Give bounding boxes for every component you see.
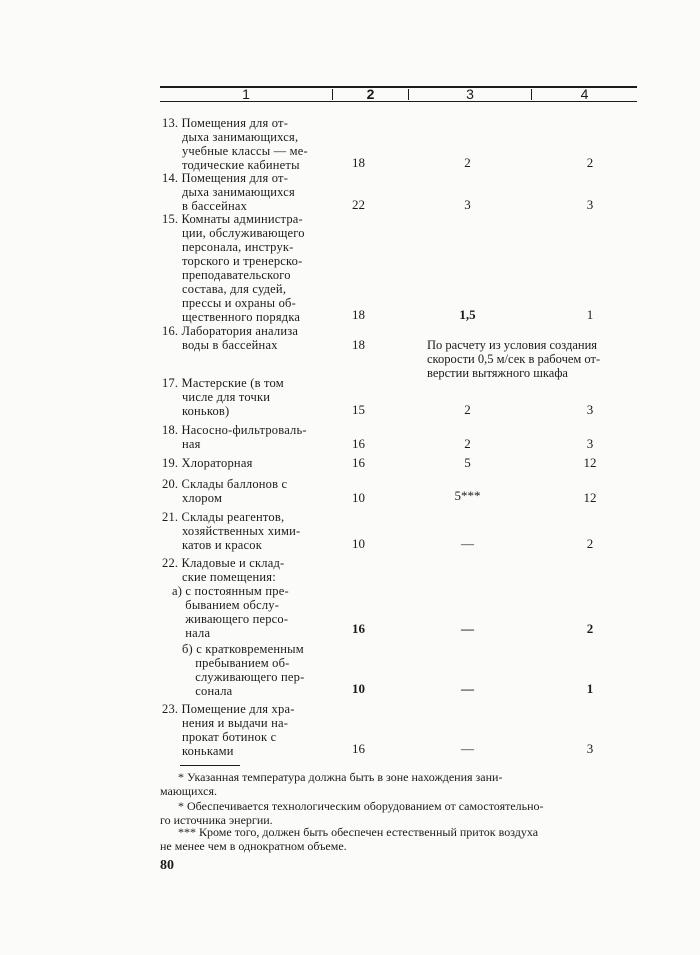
temperature-value: 18: [352, 155, 365, 170]
exhaust-rate-value: 2: [464, 155, 471, 170]
temperature-value: 15: [352, 402, 365, 417]
exhaust-rate-value: 2: [464, 402, 471, 417]
exhaust-rate-value: 2: [464, 436, 471, 451]
temperature-value: 16: [352, 741, 365, 756]
temperature-value: 16: [352, 621, 365, 636]
room-name: 17. Мастерские (в том числе для точки коньков): [162, 376, 284, 418]
temperature-value: 10: [352, 490, 365, 505]
room-name: 13. Помещения для от- дыха занимающихся, учебные классы — ме- тодические кабинеты: [162, 116, 308, 172]
exhaust-rate-value: —: [461, 741, 474, 756]
supply-rate-value: 1: [586, 307, 594, 322]
temperature-value: 16: [352, 455, 365, 470]
exhaust-rate-value: 5***: [454, 488, 481, 503]
supply-rate-value: 1: [586, 681, 594, 696]
supply-rate-value: 12: [583, 490, 597, 505]
room-name: 21. Склады реагентов, хозяйственных хими- катов и красок: [162, 510, 301, 552]
spanning-note: По расчету из условия создания скорости 0,5 м/сек в рабочем от- верстии вытяжного шкафа: [427, 338, 601, 380]
column-header-1: 1: [242, 86, 250, 102]
column-header-3: 3: [466, 86, 474, 102]
temperature-value: 16: [352, 436, 365, 451]
exhaust-rate-value: 3: [464, 197, 471, 212]
temperature-value: 10: [352, 536, 365, 551]
footnote-1: * Указанная температура должна быть в зоне нахождения зани- мающихся.: [160, 770, 503, 798]
exhaust-rate-value: —: [461, 536, 474, 551]
room-name: б) с кратковременным пребыванием об- служивающего пер- сонала: [181, 642, 305, 698]
exhaust-rate-value: —: [461, 621, 474, 636]
room-name: 15. Комнаты администра- ции, обслуживающего персонала, инструк- торского и тренерско- преподавательского состава, для судей, прессы и охраны об- щественного порядка: [162, 212, 305, 324]
supply-rate-value: 3: [586, 741, 594, 756]
temperature-value: 10: [352, 681, 365, 696]
temperature-value: 18: [352, 337, 365, 352]
supply-rate-value: 2: [586, 621, 594, 636]
room-name: 23. Помещение для хра- нения и выдачи на- прокат ботинок с коньками: [162, 702, 295, 758]
temperature-value: 18: [352, 307, 365, 322]
column-header-4: 4: [580, 86, 589, 102]
temperature-value: 22: [352, 197, 365, 212]
footnote-2: * Обеспечивается технологическим оборудованием от самостоятельно- го источника энергии.: [160, 799, 544, 827]
room-name: 16. Лаборатория анализа воды в бассейнах: [162, 324, 299, 352]
column-header-2: 2: [366, 86, 375, 102]
footnote-rule: [180, 765, 240, 766]
room-name: 19. Хлораторная: [162, 456, 253, 470]
exhaust-rate-value: 1,5: [459, 307, 476, 322]
supply-rate-value: 3: [586, 402, 594, 417]
room-name: 18. Насосно-фильтроваль- ная: [162, 423, 307, 451]
supply-rate-value: 2: [586, 536, 594, 551]
room-name: 22. Кладовые и склад- ские помещения: а) с постоянным пре- быванием обслу- живающего персо- нала: [162, 556, 289, 640]
supply-rate-value: 3: [586, 197, 594, 212]
supply-rate-value: 12: [583, 455, 597, 470]
room-name: 14. Помещения для от- дыха занимающихся в бассейнах: [162, 171, 295, 213]
footnote-3: *** Кроме того, должен быть обеспечен естественный приток воздуха не менее чем в однократном объеме.: [160, 825, 539, 853]
page-number: 80: [160, 858, 174, 873]
room-name: 20. Склады баллонов с хлором: [162, 477, 288, 505]
supply-rate-value: 3: [586, 436, 594, 451]
supply-rate-value: 2: [586, 155, 594, 170]
exhaust-rate-value: —: [461, 681, 474, 696]
exhaust-rate-value: 5: [464, 455, 471, 470]
